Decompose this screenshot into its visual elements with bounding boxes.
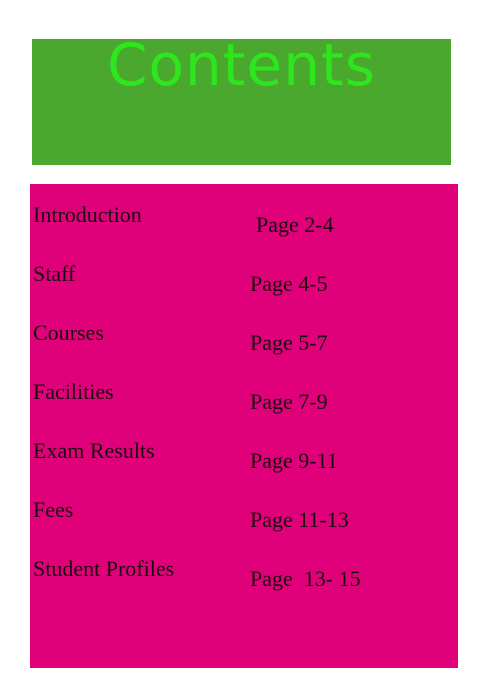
section-label-introduction: Introduction: [33, 202, 142, 227]
page-ref-courses: Page 5-7: [250, 330, 328, 355]
page-ref-fees: Page 11-13: [250, 507, 349, 532]
page-title: Contents: [107, 31, 376, 99]
page-ref-introduction: Page 2-4: [256, 212, 334, 237]
page-ref-facilities: Page 7-9: [250, 389, 328, 414]
title-banner: [32, 31, 451, 165]
section-label-exam-results: Exam Results: [33, 438, 155, 463]
contents-panel: [30, 184, 458, 668]
page-ref-student-profiles: Page 13- 15: [250, 566, 361, 591]
section-label-facilities: Facilities: [33, 379, 114, 404]
page-ref-exam-results: Page 9-11: [250, 448, 338, 473]
section-label-staff: Staff: [33, 261, 76, 286]
section-label-fees: Fees: [33, 497, 74, 522]
page-ref-staff: Page 4-5: [250, 271, 328, 296]
section-label-student-profiles: Student Profiles: [33, 556, 175, 581]
section-label-courses: Courses: [33, 320, 104, 345]
